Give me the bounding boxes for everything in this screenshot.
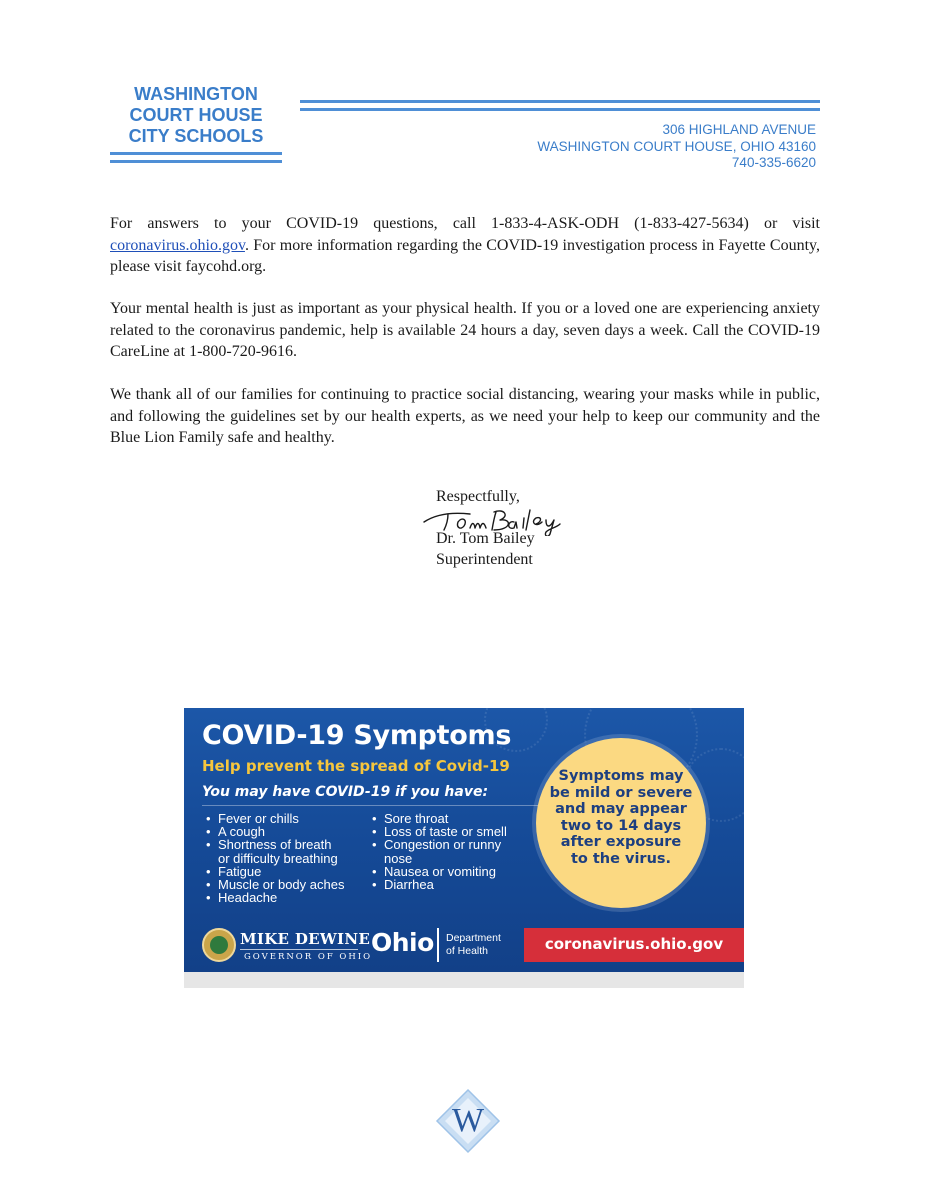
letterhead-rule-top-1 bbox=[300, 100, 820, 103]
signature-title: Superintendent bbox=[436, 551, 533, 568]
address-line: 740-335-6620 bbox=[731, 155, 816, 170]
p1-text-start: For answers to your COVID-19 questions, call 1-833-4-ASK-ODH (1-833-427-5634) or visit bbox=[110, 215, 820, 232]
department-of-health bbox=[446, 932, 501, 958]
symptom-item: • Fever or chills bbox=[204, 812, 344, 825]
symptom-item: • Loss of taste or smell bbox=[370, 825, 507, 838]
letterhead-rule-top-2 bbox=[300, 108, 820, 111]
department-line: Department bbox=[446, 932, 501, 944]
banner-url: coronavirus.ohio.gov bbox=[544, 935, 724, 953]
governor-name: MIKE DEWINE bbox=[240, 930, 371, 948]
p1-text-end: . For more information regarding the COVID-19 investigation process in Fayette County, please visit faycohd.org. bbox=[110, 236, 820, 275]
banner-bottom-strip bbox=[184, 972, 744, 988]
url-box[interactable] bbox=[524, 928, 744, 962]
school-name-line: CITY SCHOOLS bbox=[128, 126, 264, 146]
address-line: 306 HIGHLAND AVENUE bbox=[662, 122, 816, 137]
symptom-item: • Congestion or runny nose bbox=[370, 838, 507, 864]
signature-closing: Respectfully, bbox=[436, 488, 520, 505]
coronavirus-ohio-link[interactable]: coronavirus.ohio.gov bbox=[110, 236, 245, 254]
banner-divider bbox=[202, 805, 542, 806]
diamond-w-logo-icon bbox=[435, 1088, 501, 1154]
governor-rule bbox=[240, 949, 358, 950]
circle-line: Symptoms may bbox=[558, 768, 684, 784]
symptom-item: • Nausea or vomiting bbox=[370, 865, 507, 878]
symptom-item: • Shortness of breath or difficulty breathing bbox=[204, 838, 344, 864]
school-name-line: WASHINGTON bbox=[134, 84, 258, 104]
school-name-line: COURT HOUSE bbox=[129, 105, 263, 125]
symptoms-list-right bbox=[370, 812, 507, 891]
school-name bbox=[110, 84, 282, 147]
symptom-item: • A cough bbox=[204, 825, 344, 838]
banner-prompt: You may have COVID-19 if you have: bbox=[202, 784, 489, 800]
circle-line: be mild or severe bbox=[549, 784, 693, 801]
symptoms-info-text bbox=[536, 768, 706, 867]
signature-name: Dr. Tom Bailey bbox=[436, 530, 535, 547]
circle-line: to the virus. bbox=[570, 850, 672, 867]
symptom-item: • Muscle or body aches bbox=[204, 878, 344, 891]
symptom-item: • Headache bbox=[204, 891, 344, 904]
letterhead-rule-left-2 bbox=[110, 160, 282, 163]
banner-footer bbox=[184, 918, 744, 978]
address-line: WASHINGTON COURT HOUSE, OHIO 43160 bbox=[537, 138, 816, 154]
circle-line: two to 14 days bbox=[560, 817, 682, 834]
logo-letter: W bbox=[451, 1102, 485, 1139]
paragraph-mental-health: Your mental health is just as important as your physical health. If you or a loved one are experiencing anxiety related to the coronavirus pandemic, help is available 24 hours a day, seven days a week. Call the COVID-19 CareLine at 1-800-720-9616. bbox=[110, 300, 820, 360]
paragraph-thanks: We thank all of our families for continuing to practice social distancing, wearing your masks while in public, and following the guidelines set by our health experts, as we need your help to keep our community and the Blue Lion Family safe and healthy. bbox=[110, 386, 820, 446]
circle-line: and may appear bbox=[555, 801, 687, 817]
ohio-separator bbox=[437, 928, 439, 962]
banner-subtitle: Help prevent the spread of Covid-19 bbox=[202, 757, 510, 775]
symptoms-info-circle bbox=[536, 738, 706, 908]
covid-symptoms-banner bbox=[184, 708, 744, 988]
banner-title: COVID-19 Symptoms bbox=[202, 720, 512, 751]
paragraph-covid-questions bbox=[110, 213, 820, 278]
department-line: of Health bbox=[446, 945, 489, 957]
symptoms-list-left bbox=[204, 812, 344, 904]
governor-title: GOVERNOR OF OHIO bbox=[244, 952, 373, 962]
ohio-seal-icon bbox=[202, 928, 236, 962]
school-address bbox=[537, 122, 816, 172]
symptom-item: • Sore throat bbox=[370, 812, 507, 825]
symptom-item: • Diarrhea bbox=[370, 878, 507, 891]
symptom-item: • Fatigue bbox=[204, 865, 344, 878]
circle-line: after exposure bbox=[560, 834, 682, 850]
letterhead-rule-left-1 bbox=[110, 152, 282, 155]
ohio-wordmark: Ohio bbox=[371, 928, 434, 957]
